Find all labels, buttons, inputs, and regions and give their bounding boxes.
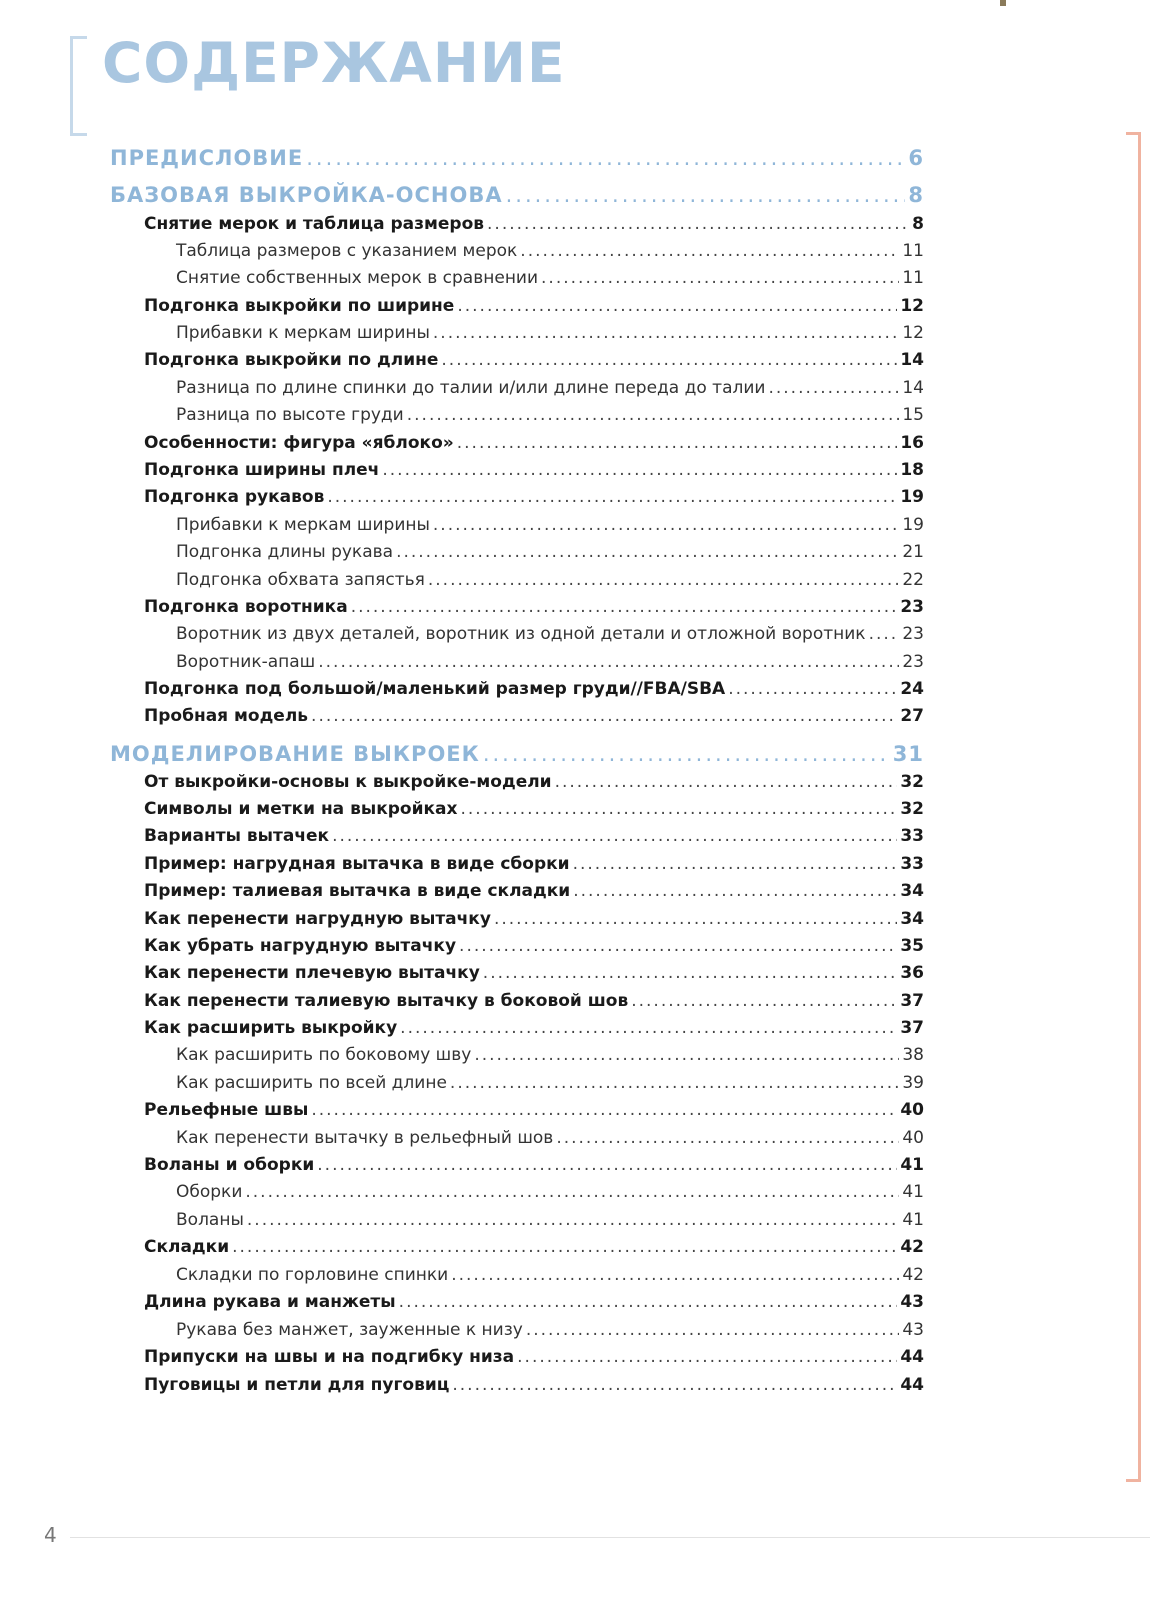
dot-leader — [573, 881, 897, 901]
dot-leader — [487, 214, 909, 234]
dot-leader — [428, 570, 899, 590]
dot-leader — [457, 296, 897, 316]
title-bracket — [70, 36, 87, 136]
toc-chapter — [144, 826, 924, 846]
toc-entry-page: 36 — [900, 963, 924, 983]
toc-entry-page: 12 — [902, 323, 924, 343]
dot-leader — [245, 1182, 899, 1202]
toc-entry-page: 31 — [892, 742, 924, 766]
toc-subentry — [176, 1128, 924, 1148]
toc-entry-page: 19 — [900, 487, 924, 507]
dot-leader — [441, 350, 897, 370]
toc-subentry — [176, 1265, 924, 1285]
toc-chapter — [144, 597, 924, 617]
toc-entry-page: 22 — [902, 570, 924, 590]
toc-entry-title: Пример: нагрудная вытачка в виде сборки — [144, 854, 570, 874]
page-number: 4 — [44, 1523, 57, 1547]
toc-entry-title: Прибавки к меркам ширины — [176, 515, 430, 535]
toc-entry-page: 23 — [902, 652, 924, 672]
dot-leader — [460, 799, 897, 819]
dot-leader — [520, 241, 899, 261]
toc-entry-title: Снятие мерок и таблица размеров — [144, 214, 485, 234]
toc-chapter — [144, 350, 924, 370]
toc-entry-title: Подгонка длины рукава — [176, 542, 394, 562]
dot-leader — [318, 652, 899, 672]
toc-entry-page: 37 — [900, 991, 924, 1011]
dot-leader — [400, 1018, 897, 1038]
toc-entry-title: Воланы — [176, 1210, 244, 1230]
toc-entry-page: 14 — [900, 350, 924, 370]
side-bracket — [1126, 132, 1141, 1482]
toc-entry-title: Как перенести талиевую вытачку в боковой шов — [144, 991, 629, 1011]
dot-leader — [526, 1320, 900, 1340]
toc-section — [110, 742, 924, 767]
toc-chapter — [144, 433, 924, 453]
toc-entry-title: Подгонка воротника — [144, 597, 348, 617]
toc-entry-page: 43 — [902, 1320, 924, 1340]
toc-subentry — [176, 323, 924, 343]
toc-entry-title: Воланы и оборки — [144, 1155, 315, 1175]
toc-entry-page: 41 — [900, 1155, 924, 1175]
toc-chapter — [144, 909, 924, 929]
toc-entry-title: Подгонка ширины плеч — [144, 460, 380, 480]
dot-leader — [232, 1237, 897, 1257]
toc-entry-title: Оборки — [176, 1182, 243, 1202]
toc-entry-page: 34 — [900, 881, 924, 901]
toc-chapter — [144, 991, 924, 1011]
toc-entry-title: Подгонка выкройки по длине — [144, 350, 439, 370]
dot-leader — [382, 460, 897, 480]
toc-entry-title: Воротник-апаш — [176, 652, 316, 672]
toc-entry-page: 11 — [902, 241, 924, 261]
toc-entry-page: 32 — [900, 799, 924, 819]
toc-subentry — [176, 1320, 924, 1340]
toc-entry-title: Как расширить по боковому шву — [176, 1045, 472, 1065]
toc-entry-page: 27 — [900, 706, 924, 726]
toc-entry-title: ПРЕДИСЛОВИЕ — [110, 146, 304, 170]
dot-leader — [407, 405, 900, 425]
toc-entry-title: Рельефные швы — [144, 1100, 309, 1120]
toc-entry-page: 44 — [900, 1347, 924, 1367]
toc-chapter — [144, 487, 924, 507]
toc-entry-title: Воротник из двух деталей, воротник из одной детали и отложной воротник — [176, 624, 866, 644]
toc-entry-page: 40 — [902, 1128, 924, 1148]
footer-rule — [70, 1537, 1150, 1538]
dot-leader — [631, 991, 897, 1011]
toc-entry-title: Как убрать нагрудную вытачку — [144, 936, 457, 956]
toc-entry-page: 34 — [900, 909, 924, 929]
toc-subentry — [176, 1073, 924, 1093]
toc-chapter — [144, 881, 924, 901]
toc-entry-page: 42 — [902, 1265, 924, 1285]
dot-leader — [573, 854, 898, 874]
toc-entry-title: Снятие собственных мерок в сравнении — [176, 268, 539, 288]
toc-entry-page: 39 — [902, 1073, 924, 1093]
toc-entry-title: Особенности: фигура «яблоко» — [144, 433, 454, 453]
dot-leader — [556, 1128, 899, 1148]
toc-entry-title: Как расширить по всей длине — [176, 1073, 447, 1093]
toc-entry-page: 32 — [900, 772, 924, 792]
toc-entry-title: Пробная модель — [144, 706, 309, 726]
dot-leader — [506, 183, 906, 208]
toc-entry-page: 8 — [908, 183, 924, 207]
dot-leader — [555, 772, 898, 792]
toc-entry-page: 14 — [902, 378, 924, 398]
toc-subentry — [176, 241, 924, 261]
toc-section — [110, 146, 924, 171]
toc-chapter — [144, 963, 924, 983]
toc-entry-title: БАЗОВАЯ ВЫКРОЙКА-ОСНОВА — [110, 183, 503, 207]
toc-subentry — [176, 378, 924, 398]
dot-leader — [517, 1347, 897, 1367]
toc-subentry — [176, 1210, 924, 1230]
toc-entry-page: 18 — [900, 460, 924, 480]
toc-chapter — [144, 799, 924, 819]
toc-section — [110, 183, 924, 208]
toc-chapter — [144, 936, 924, 956]
dot-leader — [494, 909, 897, 929]
toc-entry-page: 15 — [902, 405, 924, 425]
dot-leader — [311, 1100, 897, 1120]
dot-leader — [450, 1073, 899, 1093]
toc-entry-title: Варианты вытачек — [144, 826, 330, 846]
toc-subentry — [176, 1045, 924, 1065]
toc-entry-title: Как перенести нагрудную вытачку — [144, 909, 491, 929]
toc-subentry — [176, 624, 924, 644]
toc-entry-title: Длина рукава и манжеты — [144, 1292, 396, 1312]
toc-subentry — [176, 570, 924, 590]
toc-entry-title: Подгонка обхвата запястья — [176, 570, 425, 590]
toc-entry-page: 41 — [902, 1182, 924, 1202]
toc-entry-page: 41 — [902, 1210, 924, 1230]
toc-entry-page: 35 — [900, 936, 924, 956]
dot-leader — [433, 515, 899, 535]
toc-entry-page: 19 — [902, 515, 924, 535]
dot-leader — [306, 146, 905, 171]
dot-leader — [451, 1265, 899, 1285]
toc-chapter — [144, 854, 924, 874]
toc-entry-page: 6 — [908, 146, 924, 170]
toc-entry-title: Как перенести плечевую вытачку — [144, 963, 480, 983]
dot-leader — [483, 963, 898, 983]
toc-entry-title: Как расширить выкройку — [144, 1018, 398, 1038]
dot-leader — [317, 1155, 897, 1175]
toc-subentry — [176, 405, 924, 425]
toc-subentry — [176, 268, 924, 288]
toc-entry-title: Разница по длине спинки до талии и/или длине переда до талии — [176, 378, 766, 398]
dot-leader — [869, 624, 900, 644]
toc-entry-page: 37 — [900, 1018, 924, 1038]
toc-chapter — [144, 772, 924, 792]
toc-subentry — [176, 1182, 924, 1202]
dot-leader — [457, 433, 898, 453]
toc-entry-title: Рукава без манжет, зауженные к низу — [176, 1320, 523, 1340]
toc-entry-title: От выкройки-основы к выкройке-модели — [144, 772, 552, 792]
toc-chapter — [144, 1100, 924, 1120]
dot-leader — [247, 1210, 899, 1230]
toc-entry-title: Складки по горловине спинки — [176, 1265, 449, 1285]
toc-entry-title: Символы и метки на выкройках — [144, 799, 458, 819]
dot-leader — [396, 542, 899, 562]
toc-entry-title: Как перенести вытачку в рельефный шов — [176, 1128, 554, 1148]
toc-entry-title: Подгонка рукавов — [144, 487, 325, 507]
corner-mark — [1000, 0, 1006, 6]
toc-chapter — [144, 1018, 924, 1038]
toc-entry-title: Таблица размеров с указанием мерок — [176, 241, 518, 261]
toc-entry-page: 38 — [902, 1045, 924, 1065]
toc-subentry — [176, 542, 924, 562]
dot-leader — [541, 268, 899, 288]
toc-chapter — [144, 679, 924, 699]
toc-entry-title: Прибавки к меркам ширины — [176, 323, 430, 343]
toc-chapter — [144, 460, 924, 480]
toc-entry-page: 40 — [900, 1100, 924, 1120]
toc-entry-page: 24 — [900, 679, 924, 699]
toc-entry-title: Складки — [144, 1237, 230, 1257]
toc-entry-page: 33 — [900, 826, 924, 846]
toc-chapter — [144, 214, 924, 234]
toc-entry-page: 12 — [900, 296, 924, 316]
toc-entry-page: 16 — [900, 433, 924, 453]
toc-entry-page: 23 — [900, 597, 924, 617]
dot-leader — [728, 679, 897, 699]
toc-chapter — [144, 1375, 924, 1395]
toc-chapter — [144, 1292, 924, 1312]
toc-entry-page: 11 — [902, 268, 924, 288]
page-title: СОДЕРЖАНИЕ — [102, 31, 566, 95]
toc-entry-page: 43 — [900, 1292, 924, 1312]
dot-leader — [327, 487, 897, 507]
dot-leader — [332, 826, 897, 846]
dot-leader — [311, 706, 897, 726]
toc-chapter — [144, 1347, 924, 1367]
toc-entry-page: 42 — [900, 1237, 924, 1257]
dot-leader — [483, 742, 890, 767]
toc-entry-title: Пуговицы и петли для пуговиц — [144, 1375, 450, 1395]
toc-entry-page: 23 — [902, 624, 924, 644]
toc-subentry — [176, 652, 924, 672]
dot-leader — [351, 597, 898, 617]
toc-entry-page: 44 — [900, 1375, 924, 1395]
dot-leader — [433, 323, 899, 343]
toc-entry-title: Разница по высоте груди — [176, 405, 404, 425]
dot-leader — [768, 378, 899, 398]
dot-leader — [399, 1292, 898, 1312]
dot-leader — [474, 1045, 899, 1065]
toc-entry-page: 21 — [902, 542, 924, 562]
toc-subentry — [176, 515, 924, 535]
toc-entry-page: 33 — [900, 854, 924, 874]
toc-chapter — [144, 1155, 924, 1175]
dot-leader — [459, 936, 897, 956]
toc-entry-page: 8 — [912, 214, 924, 234]
toc-entry-title: МОДЕЛИРОВАНИЕ ВЫКРОЕК — [110, 742, 480, 766]
toc-entry-title: Пример: талиевая вытачка в виде складки — [144, 881, 571, 901]
toc-entry-title: Припуски на швы и на подгибку низа — [144, 1347, 515, 1367]
toc-chapter — [144, 1237, 924, 1257]
dot-leader — [452, 1375, 897, 1395]
toc-chapter — [144, 296, 924, 316]
toc-entry-title: Подгонка под большой/маленький размер груди//FBA/SBA — [144, 679, 726, 699]
toc-chapter — [144, 706, 924, 726]
toc-entry-title: Подгонка выкройки по ширине — [144, 296, 455, 316]
